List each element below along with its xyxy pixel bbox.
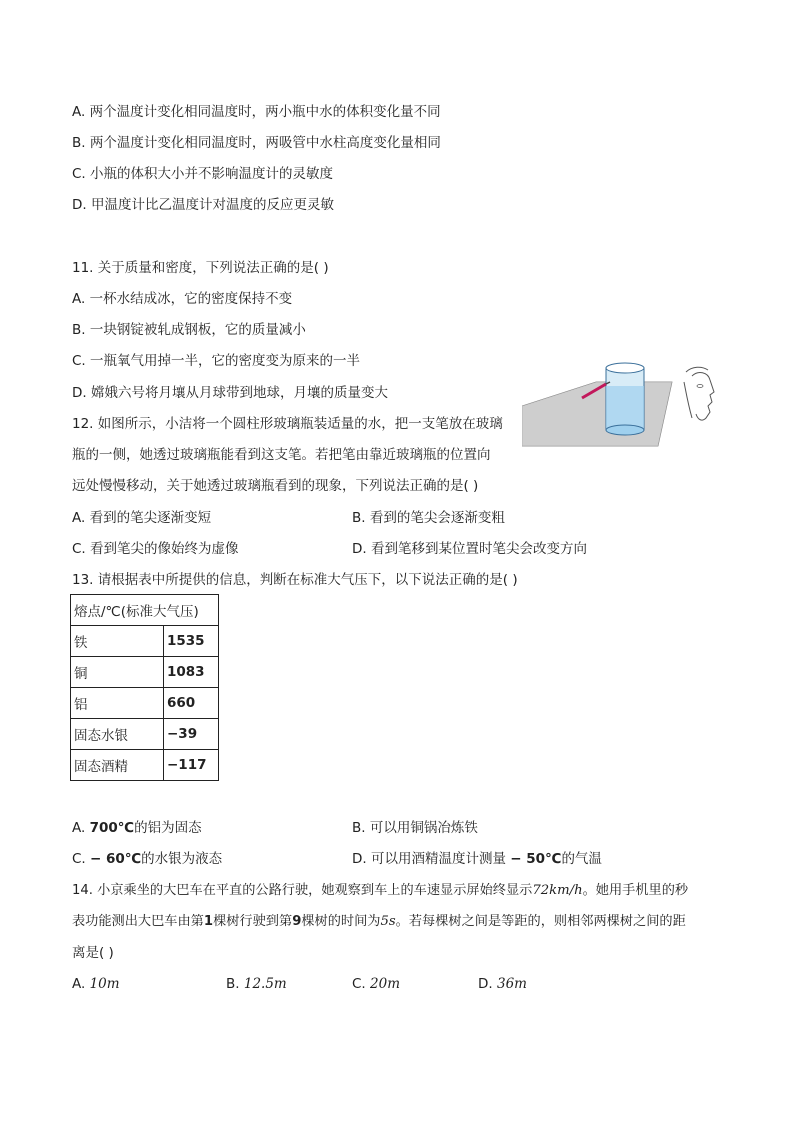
stem-text: 表功能测出大巴车由第 [72, 914, 204, 929]
option-value: 12.5m [243, 976, 287, 992]
substance-name: 铜 [71, 657, 164, 688]
q14-option-b [226, 974, 287, 994]
option-label: A. [72, 976, 90, 992]
q10-option-a: A. 两个温度计变化相同温度时，两小瓶中水的体积变化量不同 [72, 104, 441, 120]
substance-name: 固态酒精 [71, 750, 164, 781]
option-label: A. [72, 820, 90, 836]
substance-name: 铝 [71, 688, 164, 719]
option-label: C. [352, 976, 371, 992]
tree-number: 9 [292, 914, 302, 929]
table-row [71, 750, 219, 781]
melting-point-value: −39 [164, 719, 219, 750]
option-text: 的铝为固态 [134, 820, 202, 836]
melting-point-value: 1083 [164, 657, 219, 688]
stem-text: 。若每棵树之间是等距的，则相邻两棵树之间的距 [395, 914, 686, 929]
q14-stem-line1 [72, 881, 688, 901]
q13-option-d [352, 849, 602, 869]
glass-bottle-figure [522, 362, 734, 450]
q14-stem-line3: 离是( ) [72, 945, 114, 961]
table-row [71, 688, 219, 719]
option-text: 的气温 [561, 851, 602, 867]
q11-stem: 11. 关于质量和密度，下列说法正确的是( ) [72, 260, 329, 276]
table-row [71, 626, 219, 657]
q13-stem: 13. 请根据表中所提供的信息，判断在标准大气压下，以下说法正确的是( ) [72, 572, 518, 588]
q10-option-d: D. 甲温度计比乙温度计对温度的反应更灵敏 [72, 197, 334, 213]
option-value: 10m [89, 976, 120, 992]
q12-option-c: C. 看到笔尖的像始终为虚像 [72, 541, 239, 557]
substance-name: 固态水银 [71, 719, 164, 750]
q13-option-b: B. 可以用铜锅冶炼铁 [352, 820, 478, 836]
math-value: − 50℃ [510, 851, 562, 867]
option-label: D. [478, 976, 497, 992]
q14-option-a [72, 974, 120, 994]
q12-stem-line3: 远处慢慢移动，关于她透过玻璃瓶看到的现象，下列说法正确的是( ) [72, 478, 479, 494]
q10-option-c: C. 小瓶的体积大小并不影响温度计的灵敏度 [72, 166, 334, 182]
option-label: B. [226, 976, 244, 992]
q13-option-a [72, 818, 202, 838]
table-header: 熔点/℃(标准大气压) [71, 595, 219, 626]
substance-name: 铁 [71, 626, 164, 657]
table-row [71, 719, 219, 750]
q12-option-a: A. 看到的笔尖逐渐变短 [72, 510, 212, 526]
speed-value: 72km/h [532, 883, 583, 898]
stem-text: 。她用手机里的秒 [582, 883, 689, 898]
q10-option-b: B. 两个温度计变化相同温度时，两吸管中水柱高度变化量相同 [72, 135, 441, 151]
q12-option-d: D. 看到笔移到某位置时笔尖会改变方向 [352, 541, 587, 557]
melting-point-value: 660 [164, 688, 219, 719]
stem-text: 棵树的时间为 [301, 914, 381, 929]
q14-option-d [478, 974, 527, 994]
option-value: 36m [496, 976, 527, 992]
q12-option-b: B. 看到的笔尖会逐渐变粗 [352, 510, 505, 526]
q13-option-c [72, 849, 222, 869]
math-value: 700℃ [89, 820, 135, 836]
table-header-row [71, 595, 219, 626]
table-row [71, 657, 219, 688]
q14-option-c [352, 974, 400, 994]
stem-text: 棵树行驶到第 [213, 914, 293, 929]
option-text: 的水银为液态 [141, 851, 223, 867]
melting-point-table [70, 594, 219, 781]
q12-stem-line2: 瓶的一侧，她透过玻璃瓶能看到这支笔。若把笔由靠近玻璃瓶的位置向 [72, 447, 491, 463]
option-label: C. [72, 851, 91, 867]
option-label: D. 可以用酒精温度计测量 [352, 851, 511, 867]
melting-point-value: 1535 [164, 626, 219, 657]
melting-point-value: −117 [164, 750, 219, 781]
q11-option-a: A. 一杯水结成冰，它的密度保持不变 [72, 291, 293, 307]
q14-stem-line2 [72, 912, 686, 932]
option-value: 20m [370, 976, 400, 992]
time-value: 5s [380, 914, 396, 929]
stem-text: 14. 小京乘坐的大巴车在平直的公路行驶，她观察到车上的车速显示屏始终显示 [72, 883, 533, 898]
tree-number: 1 [203, 914, 214, 929]
q11-option-c: C. 一瓶氧气用掉一半，它的密度变为原来的一半 [72, 353, 361, 369]
q11-option-b: B. 一块钢锭被轧成钢板，它的质量减小 [72, 322, 306, 338]
math-value: − 60℃ [90, 851, 142, 867]
q12-stem-line1: 12. 如图所示，小洁将一个圆柱形玻璃瓶装适量的水，把一支笔放在玻璃 [72, 416, 503, 432]
q11-option-d: D. 嫦娥六号将月壤从月球带到地球，月壤的质量变大 [72, 385, 388, 401]
